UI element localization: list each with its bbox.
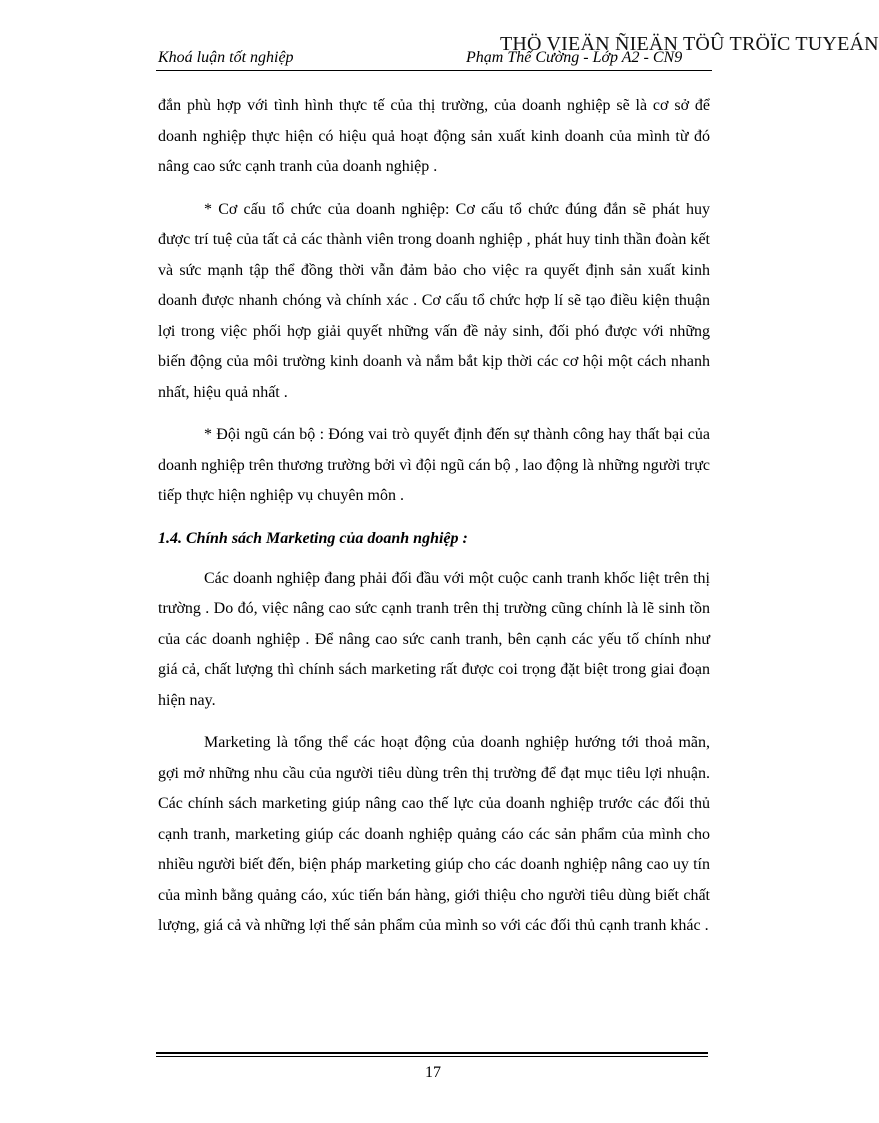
page-footer xyxy=(0,1040,816,1100)
paragraph-2: * Cơ cấu tổ chức của doanh nghiệp: Cơ cấu tổ chức đúng đắn sẽ phát huy được trí tuệ của tất cả các thành viên trong doanh nghiệp , phát huy tinh thần đoàn kết và sức mạnh tập thể đồng thời vẫn đảm bảo cho việc ra quyết định sản xuất kinh doanh được nhanh chóng và chính xác . Cơ cấu tổ chức hợp lí sẽ tạo điều kiện thuận lợi trong việc phối hợp giải quyết những vấn đề nảy sinh, đối phó được với những biến động của môi trường kinh doanh và nắm bắt kịp thời các cơ hội một cách nhanh nhất, hiệu quả nhất . xyxy=(158,200,710,401)
paragraph-3: * Đội ngũ cán bộ : Đóng vai trò quyết định đến sự thành công hay thất bại của doanh nghiệp trên thương trường bởi vì đội ngũ cán bộ , lao động là những người trực tiếp thực hiện nghiệp vụ chuyên môn . xyxy=(158,426,710,504)
header-divider xyxy=(156,70,712,71)
page-header xyxy=(0,0,879,80)
paragraph-5: Marketing là tổng thể các hoạt động của doanh nghiệp hướng tới thoả mãn, gợi mở những nhu cầu của người tiêu dùng trên thị trường để đạt mục tiêu lợi nhuận. Các chính sách marketing giúp nâng cao thế lực của doanh nghiệp trước các đối thủ cạnh tranh, marketing giúp các doanh nghiệp quảng cáo các sản phẩm của mình cho nhiều người biết đến, biện pháp marketing giúp cho các doanh nghiệp nâng cao uy tín của mình bằng quảng cáo, xúc tiến bán hàng, giới thiệu cho người tiêu dùng biết chất lượng, giá cả và những lợi thế sản phẩm của mình so với các đối thủ cạnh tranh khác . xyxy=(158,734,710,934)
page-number: 17 xyxy=(425,1064,441,1081)
header-thesis-label: Khoá luận tốt nghiệp xyxy=(158,49,294,66)
footer-divider-thick xyxy=(156,1052,708,1054)
paragraph-4: Các doanh nghiệp đang phải đối đầu với một cuộc canh tranh khốc liệt trên thị trường . Do đó, việc nâng cao sức cạnh tranh trên thị trường cũng chính là lẽ sinh tồn của các doanh nghiệp . Để nâng cao sức canh tranh, bên cạnh các yếu tố chính như giá cả, chất lượng thì chính sách marketing rất được coi trọng đặt biệt trong giai đoạn hiện nay. xyxy=(158,569,710,709)
paragraph-1: đắn phù hợp với tình hình thực tế của thị trường, của doanh nghiệp sẽ là cơ sở để doanh nghiệp thực hiện có hiệu quả hoạt động sản xuất kinh doanh của mình từ đó nâng cao sức cạnh tranh của doanh nghiệp . xyxy=(158,97,710,175)
header-author-label: Phạm Thế Cường - Lớp A2 - CN9 xyxy=(466,49,683,66)
footer-divider-thin xyxy=(156,1056,708,1057)
section-heading: 1.4. Chính sách Marketing của doanh nghiệp : xyxy=(158,529,468,547)
page-body xyxy=(158,91,710,954)
watermark-text: THÖ VIEÄN ÑIEÄN TÖÛ TRÖÏC TUYEÁN xyxy=(500,33,879,55)
